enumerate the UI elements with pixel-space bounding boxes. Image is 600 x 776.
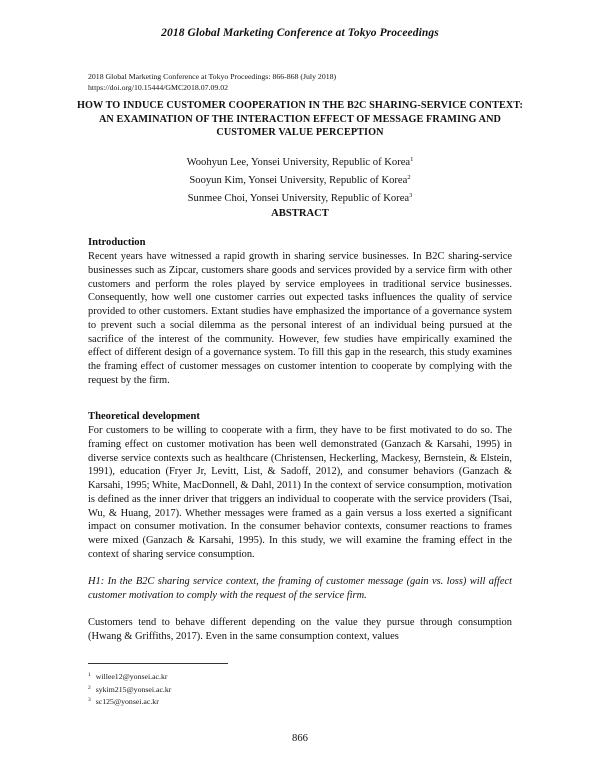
footnote-2: $^2$ sykim215@yonsei.ac.kr	[88, 684, 172, 694]
introduction-paragraph: Recent years have witnessed a rapid growth in sharing service businesses. In B2C sharing-service businesses such as Zipcar, customers share goods and services provided by a service firm with other customers and perform the roles played by service employees in traditional service businesses. Consequently, how well one customer carries out expected tasks influences the quality of service provided to other customers. Extant studies have emphasized the importance of a governance system to prevent such a social dilemma as the personal interest of an individual being pursued at the sacrifice of the interest of the community. However, few studies have empirically examined the effect of different design of a governance system. To fill this gap in the research, this study examines the framing effect of customer messages on customer intention to cooperate by complying with the request by the firm.	[88, 251, 512, 386]
paper-title: HOW TO INDUCE CUSTOMER COOPERATION IN THE B2C SHARING-SERVICE CONTEXT: AN EXAMINATION OF THE INTERACTION EFFECT OF MESSAGE FRAMING AND CUSTOMER VALUE PERCEPTION	[76, 100, 523, 138]
author-line-2: Sooyun Kim, Yonsei University, Republic of Korea$^2$	[189, 174, 411, 186]
author-line-1: Woohyun Lee, Yonsei University, Republic of Korea$^1$	[186, 156, 414, 168]
footnote-3: $^3$ sc125@yonsei.ac.kr	[88, 697, 159, 706]
abstract-heading: ABSTRACT	[271, 208, 329, 219]
theoretical-development-paragraph: For customers to be willing to cooperate with a firm, they have to be first motivated to do so. The framing effect on customer motivation has been well demonstrated (Ganzach & Karsahi, 1995) in diverse service contexts such as healthcare (Christensen, Heckerling, Mackesy, Bernstein, & Elstein, 1991), education (Fryer Jr, Levitt, List, & Sadoff, 2012), and consumer behaviors (Ganzach & Karsahi, 1995; White, MacDonnell, & Dahl, 2011) In the context of service consumption, motivation is defined as the inner driver that triggers an individual to cooperate with the service providers (Tsai, Wu, & Huang, 2017). Whether messages were framed as a gain versus a loss exerted a significant impact on consumer motivation. In the consumer behavior contexts, consumer reactions to frames were mixed (Ganzach & Karsahi, 1995). In this study, we will examine the framing effect in the context of sharing service consumption.	[88, 425, 512, 560]
citation-block	[88, 71, 336, 93]
doi-line: https://doi.org/10.15444/GMC2018.07.09.02	[88, 83, 228, 92]
continuation-paragraph: Customers tend to behave different depending on the value they pursue through consumption (Hwang & Griffiths, 2017). Even in the same consumption context, values	[88, 617, 512, 642]
author-list	[0, 152, 600, 206]
author-line-3: Sunmee Choi, Yonsei University, Republic of Korea$^3$	[187, 192, 413, 204]
introduction-heading: Introduction	[88, 237, 146, 248]
footnote-divider	[88, 663, 228, 664]
page-number: 866	[292, 733, 308, 744]
footnote-1: $^1$ willee12@yonsei.ac.kr	[88, 672, 168, 681]
footnotes	[88, 670, 171, 708]
hypothesis-h1: H1: In the B2C sharing service context, the framing of customer message (gain vs. loss) will affect customer motivation to comply with the request of the service firm.	[88, 576, 512, 601]
citation-line: 2018 Global Marketing Conference at Tokyo Proceedings: 866-868 (July 2018)	[88, 72, 337, 81]
theoretical-development-heading: Theoretical development	[88, 411, 200, 422]
proceedings-header: 2018 Global Marketing Conference at Tokyo Proceedings	[161, 27, 439, 39]
